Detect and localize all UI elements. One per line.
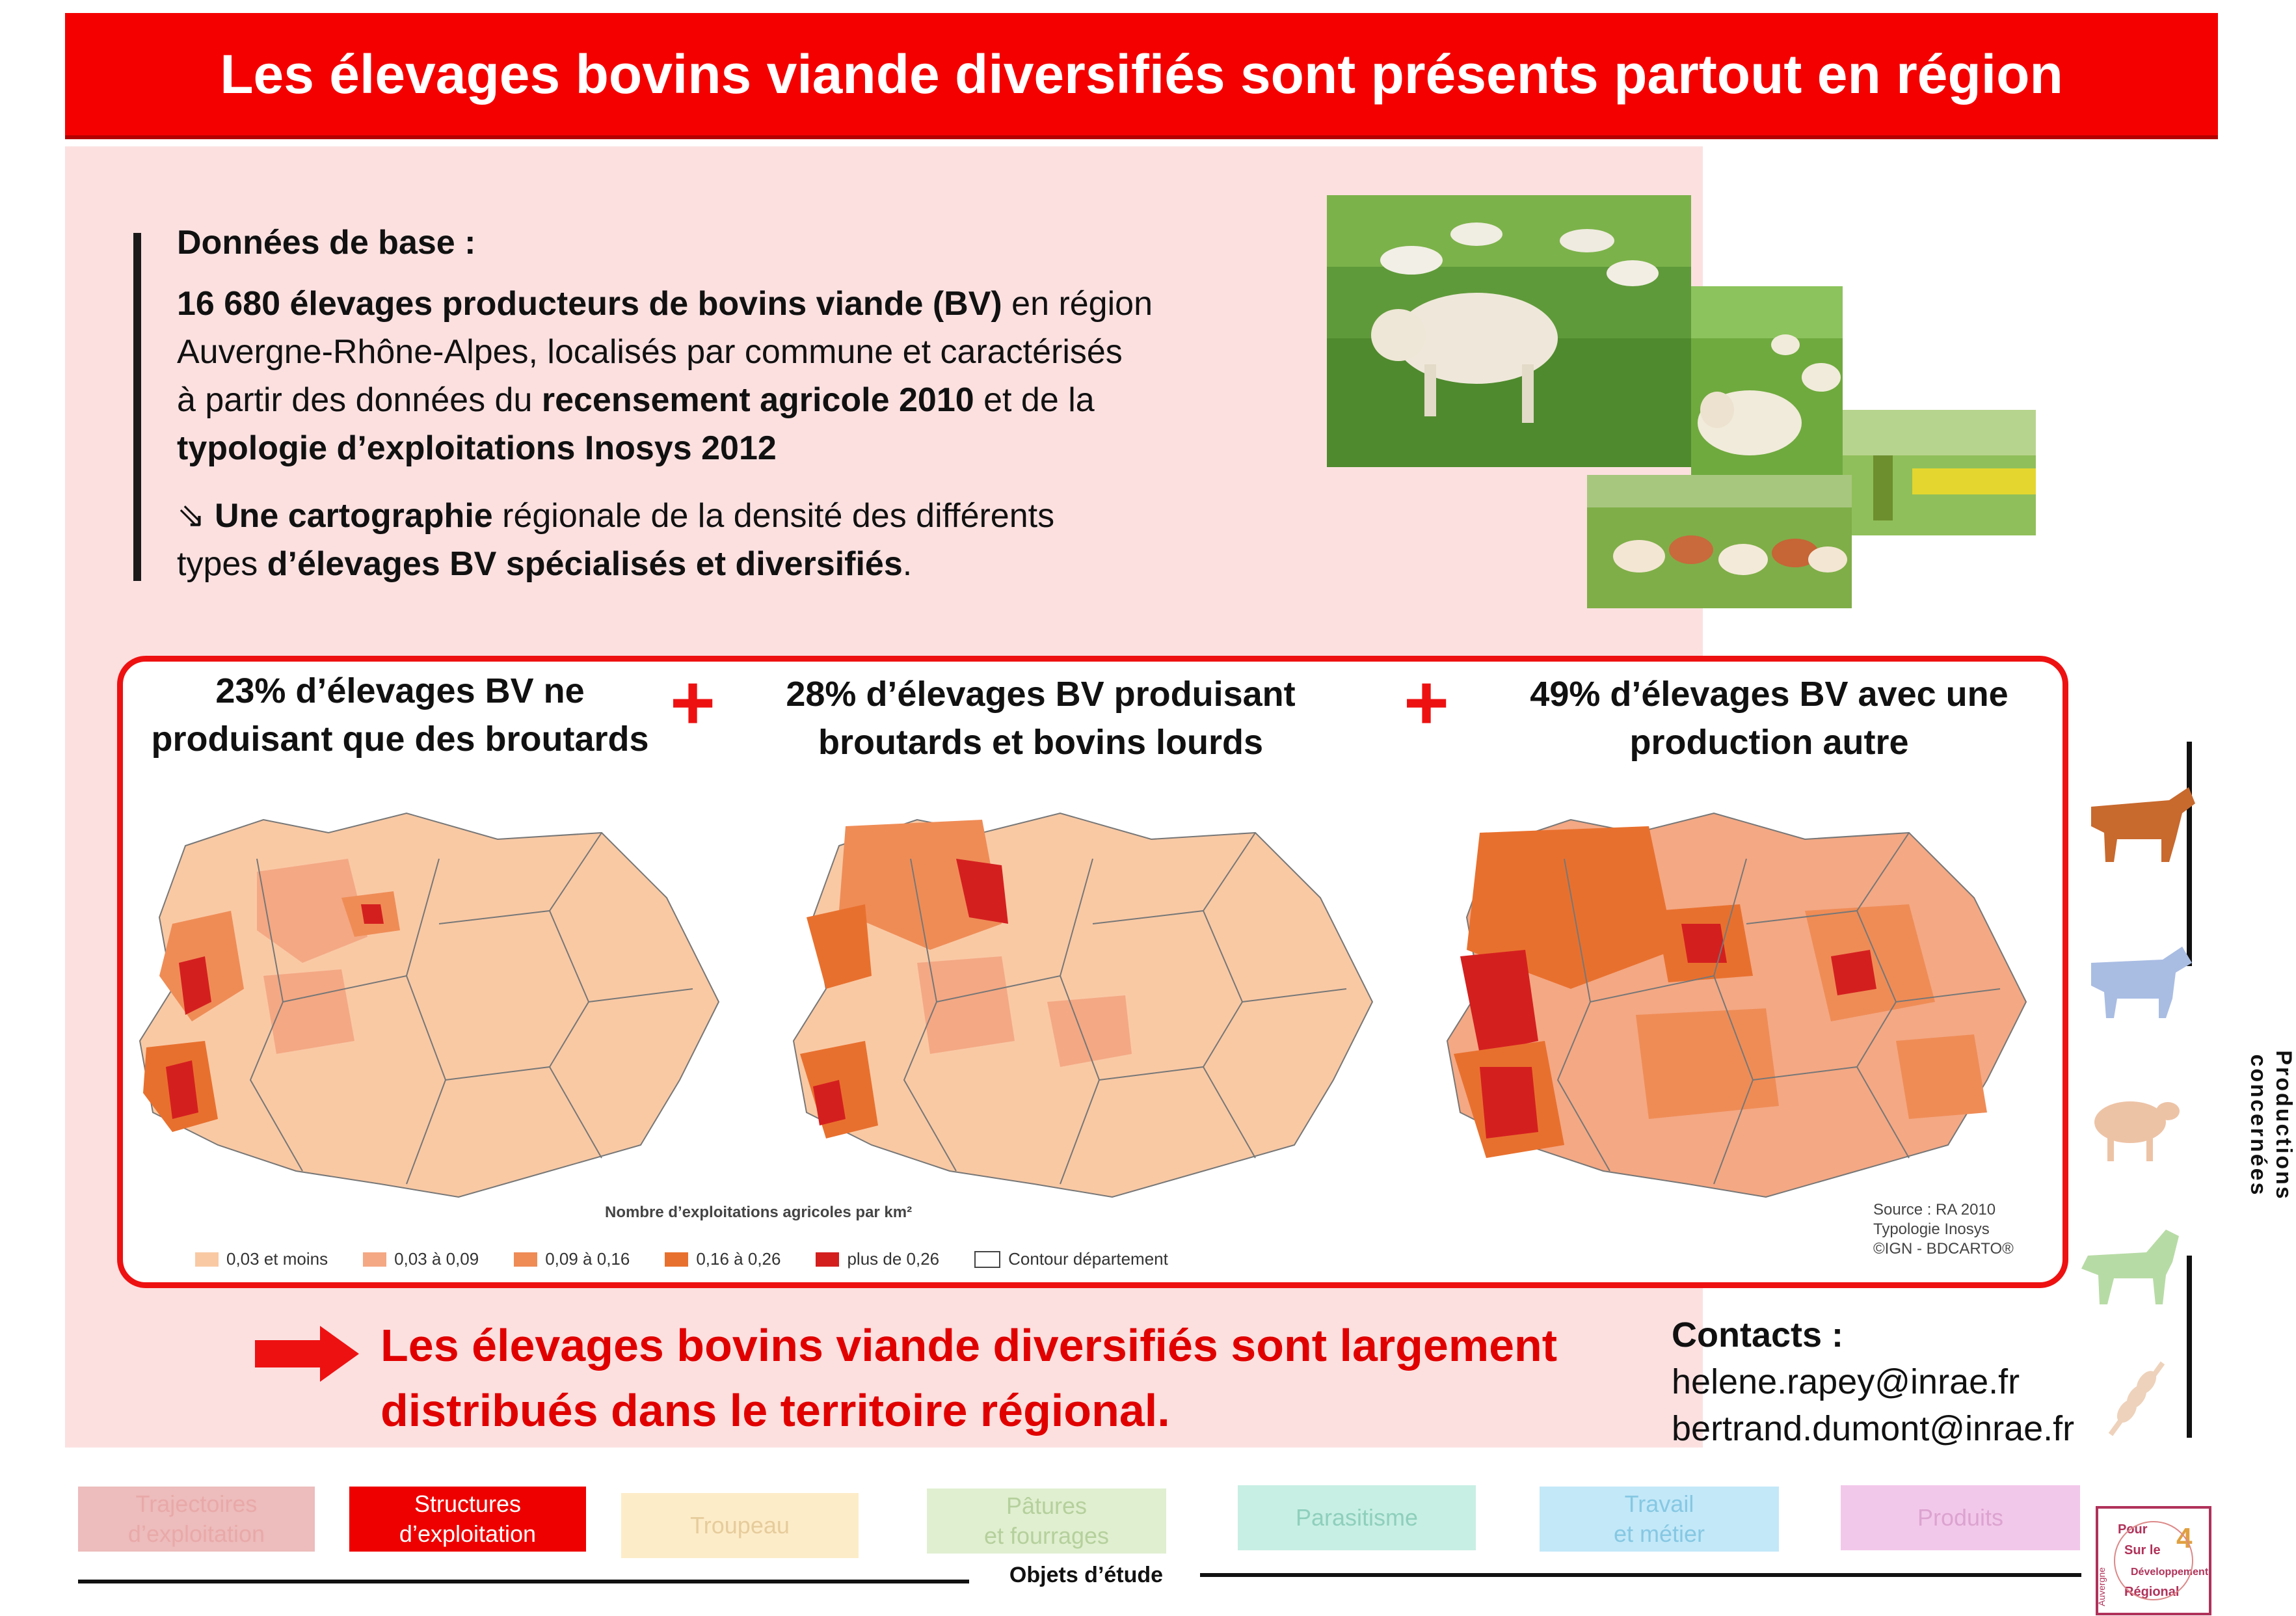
legend-item [363,1249,479,1269]
legend-swatch [665,1252,688,1267]
nav-button-produits[interactable] [1841,1485,2080,1550]
map-title-3 [1496,670,2042,766]
legend-item [816,1249,939,1269]
legend-swatch [363,1252,386,1267]
nav-label: Trajectoires [135,1490,258,1517]
legend-swatch [195,1252,219,1267]
density-map-2 [787,807,1385,1210]
intro-bold-count: 16 680 élevages producteurs de bovins viande (BV) [177,285,1002,323]
source-line: Typologie Inosys [1873,1220,1990,1238]
map-title-3-line-2: production autre [1629,723,1909,762]
photo-charolais-herd [1327,195,1691,467]
legend-swatch [816,1252,839,1267]
map-title-2-line-2: broutards et bovins lourds [818,723,1264,762]
legend-label: 0,09 à 0,16 [545,1249,630,1269]
intro-text-1: en région [1002,285,1153,323]
footer-label: Objets d’étude [1009,1563,1164,1587]
legend-title: Nombre d’exploitations agricoles par km² [605,1204,913,1221]
photo-collage [1327,195,2036,612]
legend-label: Contour département [1008,1249,1168,1269]
conclusion-line-2: distribués dans le territoire régional. [380,1385,1170,1436]
nav-label: Structures [414,1490,522,1517]
nav-button-structures[interactable] [349,1487,586,1552]
productions-label: Productions concernées [2246,1050,2296,1201]
intro-bold-typology: typologie d’exploitations Inosys 2012 [177,429,777,467]
page-title: Les élevages bovins viande diversifiés sont présents partout en région [220,43,2063,105]
nav-button-parasitisme[interactable] [1238,1485,1476,1550]
intro-text-4: et de la [974,381,1095,419]
horse-icon [2075,1223,2185,1308]
intro-text-3: à partir des données du [177,381,542,419]
contacts-heading: Contacts : [1672,1315,1844,1354]
psdr-logo [2096,1506,2211,1615]
intro-text-5: régionale de la densité des différents [492,497,1055,535]
logo-letter: Pour [2118,1522,2148,1537]
conclusion-line-1: Les élevages bovins viande diversifiés sont largement [380,1320,1558,1371]
logo-letter: Sur le [2124,1543,2161,1557]
nav-label: Parasitisme [1295,1504,1419,1531]
title-banner [65,13,2218,135]
legend [195,1249,1366,1269]
photo-montbeliarde-cows [1587,475,1852,608]
intro-text [177,219,1270,588]
density-map-1 [133,807,732,1210]
dairy-cow-icon [2078,937,2202,1021]
nav-button-troupeau[interactable] [621,1493,859,1558]
density-map-3 [1441,807,2039,1210]
map-title-2-line-1: 28% d’élevages BV produisant [786,675,1296,714]
footer-rule-left [78,1580,969,1583]
intro-text-6: types [177,545,267,583]
side-rule [2187,1256,2192,1438]
legend-swatch [974,1251,1000,1268]
footer-rule-right [1200,1573,2081,1577]
legend-item [195,1249,328,1269]
conclusion [380,1313,1629,1443]
map-title-1 [133,667,667,763]
contact-email[interactable]: bertrand.dumont@inrae.fr [1672,1409,2075,1448]
map-title-1-line-2: produisant que des broutards [151,720,649,759]
map-source [1873,1200,2014,1259]
contact-email[interactable]: helene.rapey@inrae.fr [1672,1362,2020,1401]
legend-item [974,1249,1168,1269]
arrow-icon: ⇘ [177,497,206,535]
map-title-3-line-1: 49% d’élevages BV avec une [1530,675,2009,714]
plus-sign-2: + [1404,659,1450,746]
legend-label: plus de 0,26 [847,1249,940,1269]
nav-label: Produits [1917,1504,2004,1531]
nav-label: et métier [1613,1520,1705,1547]
legend-swatch [514,1252,537,1267]
legend-item [665,1249,781,1269]
logo-number: 4 [2176,1522,2193,1554]
source-line: Source : RA 2010 [1873,1201,1996,1219]
contacts [1672,1312,2140,1452]
nav-label: Troupeau [690,1512,790,1539]
legend-label: 0,03 à 0,09 [394,1249,479,1269]
nav-label: Pâtures [1006,1492,1088,1519]
map-title-1-line-1: 23% d’élevages BV ne [215,671,585,710]
intro-text-7: . [902,545,913,583]
sheep-icon [2085,1086,2189,1165]
cattle-icon [2078,774,2202,865]
wheat-icon [2101,1356,2172,1441]
map-title-2 [768,670,1314,766]
nav-label: Travail [1624,1490,1694,1517]
logo-vertical: Auvergne [2096,1567,2107,1606]
nav-label: et fourrages [983,1522,1110,1549]
intro-text-2: Auvergne-Rhône-Alpes, localisés par commune et caractérisés [177,333,1123,371]
logo-letter: Régional [2124,1585,2180,1599]
legend-label: 0,16 à 0,26 [696,1249,781,1269]
source-line: ©IGN - BDCARTO® [1873,1240,2014,1258]
intro-bold-census: recensement agricole 2010 [541,381,974,419]
nav-button-patures[interactable] [927,1488,1166,1554]
photo-sheep [1691,286,1843,475]
nav-button-travail[interactable] [1540,1487,1779,1552]
intro-heading: Données de base : [177,224,476,262]
nav-label: d’exploitation [127,1520,265,1547]
right-arrow-icon [255,1326,359,1382]
psdr-logo-graphic [2098,1509,2209,1613]
nav-button-trajectoires[interactable] [78,1487,315,1552]
nav-label: d’exploitation [399,1520,537,1547]
intro-bold-types: d’élevages BV spécialisés et diversifiés [267,545,903,583]
legend-label: 0,03 et moins [226,1249,328,1269]
left-rule [133,233,141,581]
logo-letter: Développement [2131,1567,2209,1578]
photo-landscape [1843,410,2036,535]
intro-bold-carto: Une cartographie [215,497,493,535]
legend-item [514,1249,630,1269]
plus-sign-1: + [670,659,716,746]
